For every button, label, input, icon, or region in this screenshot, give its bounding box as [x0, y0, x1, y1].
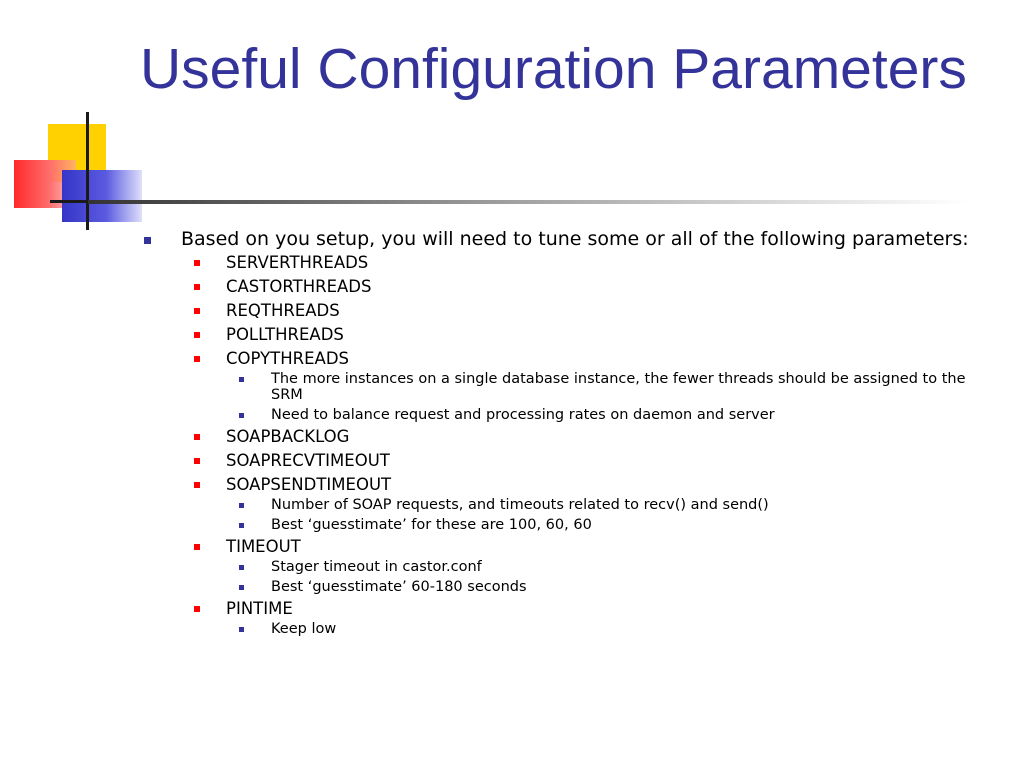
bullet-text: Best ‘guesstimate’ 60-180 seconds: [271, 579, 527, 595]
bullet-item-level-3: [240, 579, 1000, 595]
bullet-item-level-2: [195, 451, 1000, 471]
bullet-item-level-3: [240, 559, 1000, 575]
bullet-item-level-2: [195, 301, 1000, 321]
bullet-sublist: [240, 621, 1000, 637]
bullet-sublist: [240, 559, 1000, 595]
bullet-text: Number of SOAP requests, and timeouts related to recv() and send(): [271, 497, 769, 513]
slide-content: [150, 228, 1000, 641]
bullet-sublist: [240, 371, 1000, 423]
bullet-item-level-3: [240, 371, 1000, 403]
bullet-text: SERVERTHREADS: [226, 253, 369, 272]
bullet-item-level-3: [240, 621, 1000, 637]
blue-square-decoration: [62, 170, 142, 222]
bullet-text: SOAPBACKLOG: [226, 427, 350, 446]
vertical-line-decoration: [86, 112, 89, 230]
bullet-text: REQTHREADS: [226, 301, 340, 320]
title-underline: [88, 200, 968, 204]
bullet-item-level-2: [195, 253, 1000, 273]
bullet-list: [150, 228, 1000, 637]
bullet-text: Stager timeout in castor.conf: [271, 559, 482, 575]
bullet-text: Keep low: [271, 621, 337, 637]
bullet-text: Based on you setup, you will need to tune some or all of the following parameters:: [181, 228, 969, 250]
bullet-item-level-2: [195, 599, 1000, 637]
bullet-text: CASTORTHREADS: [226, 277, 372, 296]
bullet-item-level-3: [240, 517, 1000, 533]
bullet-item-level-1: [150, 228, 1000, 637]
decorative-logo: [0, 0, 160, 240]
bullet-item-level-3: [240, 497, 1000, 513]
bullet-text: POLLTHREADS: [226, 325, 344, 344]
bullet-item-level-2: [195, 277, 1000, 297]
bullet-text: SOAPRECVTIMEOUT: [226, 451, 390, 470]
bullet-item-level-2: [195, 537, 1000, 595]
bullet-text: PINTIME: [226, 599, 293, 618]
bullet-text: Need to balance request and processing rates on daemon and server: [271, 407, 775, 423]
bullet-item-level-2: [195, 349, 1000, 423]
bullet-text: SOAPSENDTIMEOUT: [226, 475, 392, 494]
bullet-sublist: [195, 253, 1000, 637]
bullet-item-level-3: [240, 407, 1000, 423]
bullet-item-level-2: [195, 325, 1000, 345]
bullet-text: TIMEOUT: [226, 537, 301, 556]
bullet-text: Best ‘guesstimate’ for these are 100, 60, 60: [271, 517, 592, 533]
bullet-item-level-2: [195, 475, 1000, 533]
bullet-item-level-2: [195, 427, 1000, 447]
slide-title: Useful Configuration Parameters: [140, 37, 967, 101]
bullet-sublist: [240, 497, 1000, 533]
bullet-text: The more instances on a single database instance, the fewer threads should be assigned to the SRM: [271, 371, 966, 403]
bullet-text: COPYTHREADS: [226, 349, 350, 368]
